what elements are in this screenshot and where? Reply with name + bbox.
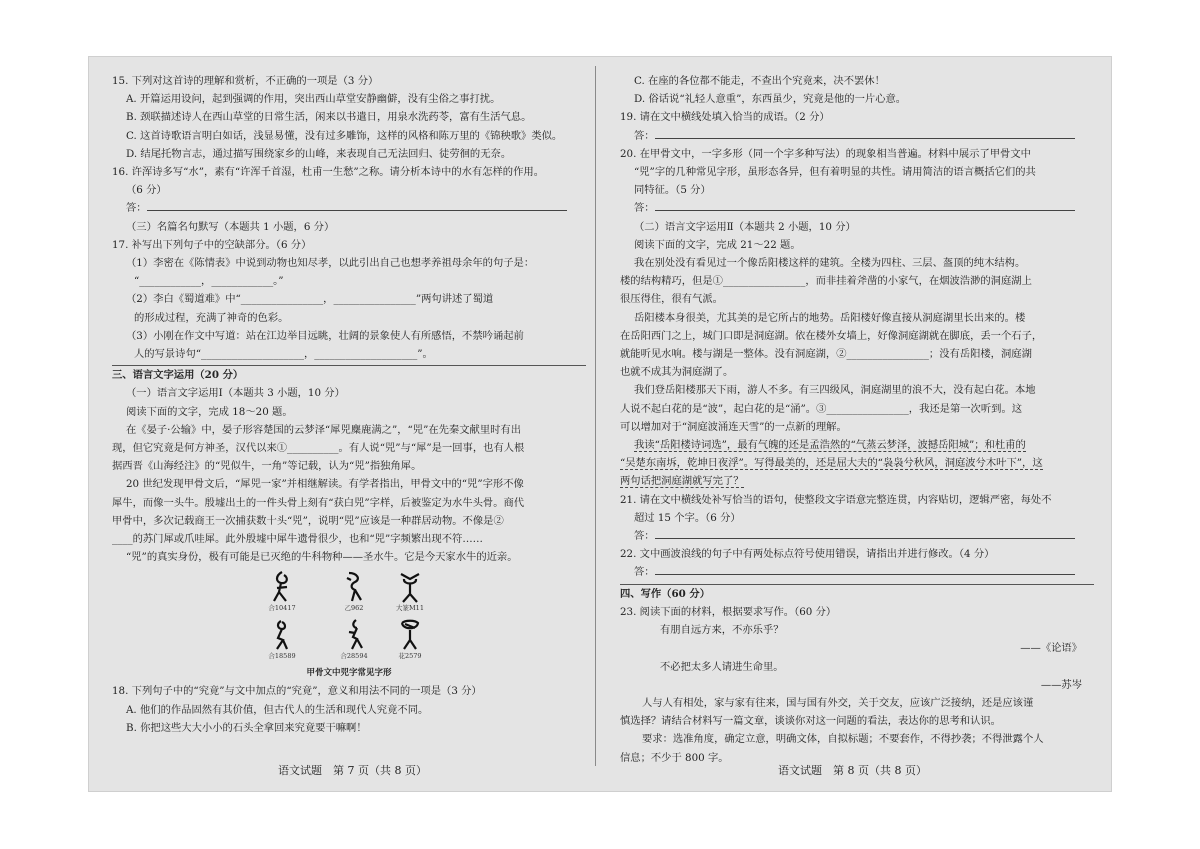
section-mingju: （三）名篇名句默写（本题共 1 小题，6 分） [126, 220, 335, 233]
q15-option-a: A. 开篇运用设问，起到强调的作用，突出西山草堂安静幽僻，没有尘俗之事打扰。 [126, 93, 501, 106]
page-8-column [620, 72, 1094, 767]
q18-option-c: C. 在座的各位都不能走，不查出个究竟来，决不罢休！ [634, 75, 885, 87]
q18-stem: 18. 下列句子中的“究竟”与文中加点的“究竟”，意义和用法不同的一项是（3 分） [112, 685, 482, 698]
glyph-2: 乙962 [334, 570, 374, 613]
q23-source-2: ——苏岑 [1040, 678, 1082, 691]
passage1-line: 现，但它究竟是何方神圣，汉代以来①__________。有人说“兕”与“犀”是一回事，也有人根 [112, 442, 525, 455]
q23-body-2: 慎选择？请结合材料写一篇文章，谈谈你对这一问题的看法，表达你的思考和认识。 [620, 715, 1001, 728]
passage2-line: 岳阳楼本身很美，尤其美的是它所占的地势。岳阳楼好像直接从洞庭湖里长出来的。楼 [634, 311, 1026, 324]
glyph-5: 合28594 [334, 618, 374, 661]
q16-line2: （6 分） [126, 184, 167, 197]
q19-answer-line[interactable] [620, 127, 1094, 145]
q17-s2a: （2）李白《蜀道难》中“________________，________________”两句讲述了蜀道 [126, 293, 494, 306]
passage2-line: 可以增加对于“洞庭波涌连天雪”的一点新的理解。 [620, 420, 847, 433]
q16-answer-line[interactable] [112, 199, 586, 217]
q17-s3a: （3）小刚在作文中写道：站在江边举目远眺，壮阔的景象使人有所感悟，不禁吟诵起前 [126, 329, 524, 342]
reading-instruction-2: 阅读下面的文字，完成 21～22 题。 [634, 238, 801, 251]
q15-option-c: C. 这首诗歌语言明白如话，浅显易懂，没有过多雕饰，这样的风格和陈万里的《锦秧歌》类似。 [126, 129, 563, 142]
passage2-line: 就能听见水响。楼与湖是一整体。没有洞庭湖，②________________；没有岳阳楼，洞庭湖 [620, 348, 1032, 361]
q22-answer-line[interactable] [620, 563, 1094, 581]
q17-s1b: “____________，____________。” [134, 275, 284, 288]
q20-answer-line[interactable] [620, 199, 1094, 217]
q16-line1: 16. 许浑诗多写“水”，素有“许浑千首湿，杜甫一生愁”之称。请分析本诗中的水有怎样的作用。 [112, 166, 544, 179]
reading-instruction-1: 阅读下面的文字，完成 18～20 题。 [126, 405, 293, 418]
q15-option-d: D. 结尾托物言志，通过描写围绕家乡的山峰，来表现自己无法回归、徒劳徊的无奈。 [126, 147, 512, 160]
q20-line1: 20. 在甲骨文中，一字多形（同一个字多种写法）的现象相当普遍。材料中展示了甲骨文中 [620, 147, 1031, 160]
q23-requirements-2: 信息；不少于 800 字。 [620, 751, 729, 764]
q17-s3b: 人的写景诗句“____________________，____________________”。 [134, 348, 433, 361]
q21-answer-line[interactable] [620, 527, 1094, 545]
q23-source-1: ——《论语》 [1020, 642, 1082, 655]
passage2-line: 我们登岳阳楼那天下雨，游人不多。有三四级风，洞庭湖里的浪不大，没有起白花。本地 [634, 384, 1036, 397]
subsection-2-heading: （二）语言文字运用Ⅱ（本题共 2 小题，10 分） [634, 220, 856, 233]
figure-caption: 甲骨文中兕字常见字形 [306, 668, 392, 679]
passage1-line: 甲骨中，多次记载商王一次捕获数十头“兕”，说明“兕”应该是一种群居动物。不像是② [112, 514, 504, 527]
wavy-line-sentence: “吴楚东南坼，乾坤日夜浮”。写得最美的，还是屈大夫的“袅袅兮秋风，洞庭波兮木叶下”，这 [620, 457, 1043, 470]
passage2-line: 楼的结构精巧，但是①________________，而非挂着斧凿的小家气，在烟波浩渺的洞庭湖上 [620, 275, 1032, 288]
section-4-heading: 四、写作（60 分） [620, 587, 710, 600]
exam-sheet [88, 56, 1112, 792]
answer-label: 答： [634, 530, 655, 543]
passage1-line: 20 世纪发现甲骨文后，“犀兕一家”并相继解读。有学者指出，甲骨文中的“兕”字形不像 [126, 478, 524, 491]
answer-label: 答： [634, 202, 655, 215]
answer-label: 答： [634, 566, 655, 579]
passage1-line: 在《晏子·公输》中，晏子形容楚国的云梦泽“犀兕麋鹿满之”，“兕”在先秦文献里时有出 [126, 423, 522, 436]
glyph-3: 大篆M11 [390, 570, 430, 613]
answer-label: 答： [634, 129, 655, 142]
passage1-line: “兕”的真实身份，极有可能是已灭绝的牛科物种——圣水牛。它是今天家水牛的近亲。 [126, 551, 518, 564]
oracle-glyph-figure [112, 570, 586, 666]
q20-line3: 同特征。（5 分） [634, 184, 711, 197]
passage2-line: 很压得住，很有气派。 [620, 293, 723, 306]
wavy-line-sentence: 两句话把洞庭湖就写完了？ [620, 475, 744, 488]
answer-label: 答： [126, 202, 147, 215]
passage1-line: ____的苏门犀或爪哇犀。此外殷墟中犀牛遗骨很少，也和“兕”字频繁出现不符…… [112, 533, 483, 546]
passage1-line: 据西晋《山海经注》的“兕似牛，一角”等记载，认为“兕”指独角犀。 [112, 460, 422, 473]
q23-quote-1: 有朋自远方来，不亦乐乎？ [660, 624, 784, 637]
column-divider [595, 66, 596, 766]
page-7-footer: 语文试题 第 7 页（共 8 页） [278, 764, 427, 777]
passage2-line: 在岳阳西门之上，城门口即是洞庭湖。依在楼外女墙上，好像洞庭湖就在脚底，丢一个石子， [620, 329, 1043, 342]
subsection-1-heading: （一）语言文字运用Ⅰ（本题共 3 小题，10 分） [126, 387, 345, 400]
glyph-4: 合18589 [262, 618, 302, 661]
q21-line1: 21. 请在文中横线处补写恰当的语句，使整段文字语意完整连贯，内容贴切，逻辑严密，每处不 [620, 493, 1052, 506]
passage1-line: 犀牛，而像一头牛。殷墟出土的一件头骨上刻有“获白兕”字样，后被鉴定为水牛头骨。商代 [112, 496, 525, 509]
q17-s1a: （1）李密在《陈情表》中说到动物也知尽孝，以此引出自己也想孝养祖母余年的句子是： [126, 257, 535, 270]
passage2-line: 也就不成其为洞庭湖了。 [620, 366, 734, 379]
page-8-footer: 语文试题 第 8 页（共 8 页） [778, 764, 927, 777]
glyph-6: 花2579 [390, 618, 430, 661]
q18-option-b: B. 你把这些大大小小的石头全拿回来究竟要干嘛啊！ [126, 721, 367, 734]
q21-line2: 超过 15 个字。（6 分） [634, 511, 741, 524]
q17-s2b: 的形成过程，充满了神奇的色彩。 [134, 311, 289, 324]
q15-stem: 15. 下列对这首诗的理解和赏析，不正确的一项是（3 分） [112, 75, 379, 87]
q18-option-a: A. 他们的作品固然有其价值，但古代人的生活和现代人究竟不同。 [126, 703, 429, 716]
q23-requirements-1: 要求：选准角度，确定立意，明确文体，自拟标题；不要套作，不得抄袭；不得泄露个人 [642, 733, 1044, 746]
section-3-heading: 三、语言文字运用（20 分） [112, 369, 244, 382]
q22-stem: 22. 文中画波浪线的句子中有两处标点符号使用错误，请指出并进行修改。（4 分） [620, 548, 995, 561]
page-7-column [112, 72, 586, 737]
passage2-line: 人说不起白花的是“波”，起白花的是“涌”。③________________，我还是第一次听到。这 [620, 402, 1023, 415]
q23-stem: 23. 阅读下面的材料，根据要求写作。（60 分） [620, 605, 837, 618]
q20-line2: “兕”字的几种常见字形，虽形态各异，但有着明显的共性。请用简洁的语言概括它们的共 [634, 166, 1036, 179]
passage2-line: 我在别处没有看见过一个像岳阳楼这样的建筑。全楼为四柱、三层、盔顶的纯木结构。 [634, 257, 1026, 270]
q19-stem: 19. 请在文中横线处填入恰当的成语。（2 分） [620, 111, 830, 124]
q17-stem: 17. 补写出下列句子中的空缺部分。（6 分） [112, 238, 312, 251]
wavy-line-sentence: 我读“岳阳楼诗词选”，最有气魄的还是孟浩然的“气蒸云梦泽，波撼岳阳城”；和杜甫的 [634, 439, 1026, 452]
glyph-1: 合10417 [262, 570, 302, 613]
q23-body-1: 人与人有相处，家与家有往来，国与国有外交，关于交友，应该广泛接纳，还是应该谨 [642, 696, 1034, 709]
q18-option-d: D. 俗话说“礼轻人意重”，东西虽少，究竟是他的一片心意。 [634, 93, 907, 106]
q15-option-b: B. 颈联描述诗人在西山草堂的日常生活，闲来以书遣日，用泉水洗药苓，富有生活气息。 [126, 111, 532, 124]
q23-quote-2: 不必把太多人请进生命里。 [660, 660, 784, 673]
